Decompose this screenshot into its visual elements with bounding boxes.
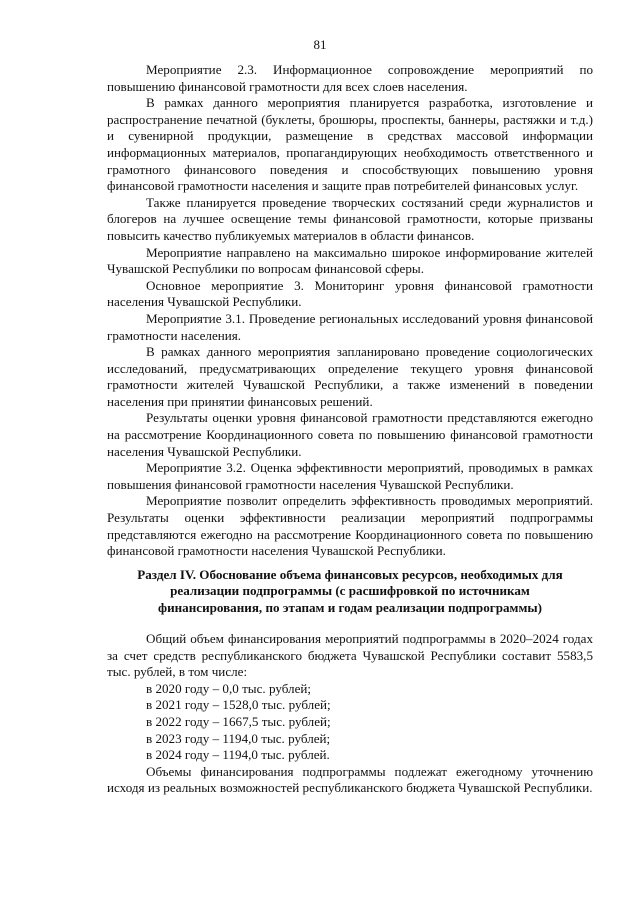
paragraph: Мероприятие 3.2. Оценка эффективности мероприятий, проводимых в рамках повышения финансовой грамотности населения Чувашской Республики. <box>107 460 593 492</box>
funding-intro: Общий объем финансирования мероприятий подпрограммы в 2020–2024 годах за счет средств республиканского бюджета Чувашской Республики составит 5583,5 тыс. рублей, в том числе: <box>107 631 593 680</box>
funding-year-item: в 2024 году – 1194,0 тыс. рублей. <box>146 747 330 763</box>
paragraph: Также планируется проведение творческих состязаний среди журналистов и блогеров на лучшее освещение темы финансовой грамотности, которые призваны повысить качество публикуемых материалов в области финансов. <box>107 194 593 243</box>
paragraph: Мероприятие 3.1. Проведение региональных исследований уровня финансовой грамотности населения. <box>107 310 593 343</box>
paragraph: Мероприятие позволит определить эффективность проводимых мероприятий. Результаты оценки эффективности реализации мероприятий подпрограммы представляются ежегодно на рассмотрение Координационного совета по повышению финансовой грамотности населения Чувашской Республики. <box>107 493 593 559</box>
paragraph: Мероприятие направлено на максимально широкое информирование жителей Чувашской Республики по вопросам финансовой сферы. <box>107 244 593 277</box>
funding-year-item: в 2021 году – 1528,0 тыс. рублей; <box>146 697 331 713</box>
paragraph: Результаты оценки уровня финансовой грамотности представляются ежегодно на рассмотрение Координационного совета по повышению финансовой грамотности населения Чувашской Республики. <box>107 410 593 459</box>
paragraph: В рамках данного мероприятия запланировано проведение социологических исследований, предусматривающих определение текущего уровня финансовой грамотности жителей Чувашской Республики, а также изменений в поведении населения при принятии финансовых решений. <box>107 344 593 409</box>
paragraph: В рамках данного мероприятия планируется разработка, изготовление и распространение печатной (буклеты, брошюры, проспекты, баннеры, растяжки и т.д.) и сувенирной продукции, размещение в средствах массовой информации информационных материалов, пропагандирующих необходимость ответственного и грамотного финансового поведения и способствующих повышению уровня финансовой грамотности населения и защите прав потребителей финансовых услуг. <box>107 95 593 194</box>
funding-year-item: в 2020 году – 0,0 тыс. рублей; <box>146 680 312 696</box>
funding-year-item: в 2022 году – 1667,5 тыс. рублей; <box>146 714 331 729</box>
paragraph: Мероприятие 2.3. Информационное сопровождение мероприятий по повышению финансовой грамотности для всех слоев населения. <box>107 62 593 94</box>
page-number: 81 <box>313 37 327 52</box>
paragraph: Основное мероприятие 3. Мониторинг уровня финансовой грамотности населения Чувашской Республики. <box>107 277 593 310</box>
section-heading: Раздел IV. Обоснование объема финансовых ресурсов, необходимых для реализации подпрограммы (с расшифровкой по источникам финансирования, по этапам и годам реализации подпрограммы) <box>137 566 563 615</box>
document-body <box>107 62 593 797</box>
closing-paragraph: Объемы финансирования подпрограммы подлежат ежегодному уточнению исходя из реальных возможностей республиканского бюджета Чувашской Республики. <box>107 763 593 796</box>
funding-year-item: в 2023 году – 1194,0 тыс. рублей; <box>146 730 331 746</box>
